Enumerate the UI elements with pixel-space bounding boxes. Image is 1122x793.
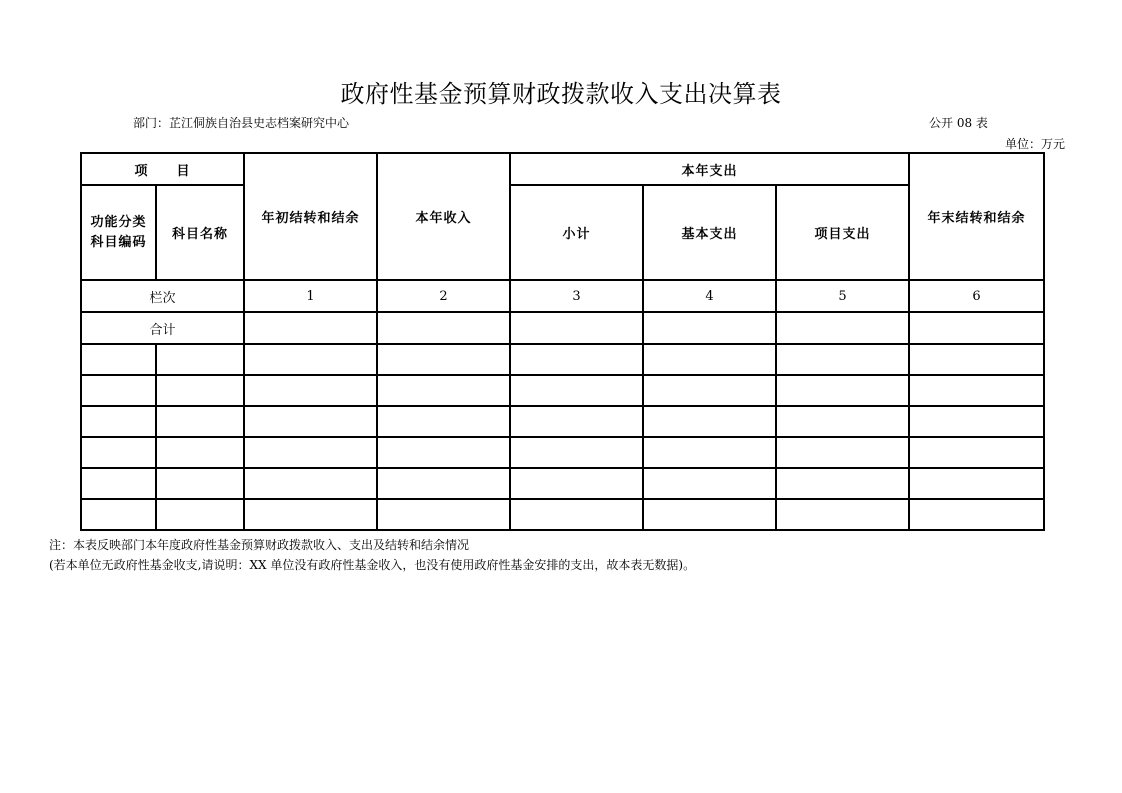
- value-cell: [643, 468, 776, 499]
- value-cell: [377, 344, 510, 375]
- note-line-1: 注：本表反映部门本年度政府性基金预算财政拨款收入、支出及结转和结余情况: [49, 538, 470, 552]
- header-basic-expense: 基本支出: [643, 185, 776, 280]
- header-item: 项 目: [81, 153, 244, 185]
- column-number: 1: [244, 280, 377, 312]
- value-cell: [643, 375, 776, 406]
- column-number: 3: [510, 280, 643, 312]
- func-code-cell: [81, 468, 156, 499]
- value-cell: [244, 344, 377, 375]
- value-cell: [643, 437, 776, 468]
- value-cell: [643, 344, 776, 375]
- value-cell: [510, 406, 643, 437]
- subject-name-cell: [156, 499, 244, 530]
- value-cell: [510, 468, 643, 499]
- func-code-cell: [81, 344, 156, 375]
- total-cell: [377, 312, 510, 344]
- value-cell: [377, 406, 510, 437]
- total-cell: [510, 312, 643, 344]
- value-cell: [909, 468, 1044, 499]
- value-cell: [244, 437, 377, 468]
- func-code-cell: [81, 437, 156, 468]
- header-subtotal: 小计: [510, 185, 643, 280]
- header-current-expense: 本年支出: [510, 153, 909, 185]
- value-cell: [776, 499, 909, 530]
- value-cell: [510, 375, 643, 406]
- column-number: 6: [909, 280, 1044, 312]
- total-cell: [643, 312, 776, 344]
- value-cell: [909, 344, 1044, 375]
- value-cell: [377, 499, 510, 530]
- header-subject-name: 科目名称: [156, 185, 244, 280]
- page-title: 政府性基金预算财政拨款收入支出决算表: [340, 80, 782, 108]
- subject-name-cell: [156, 468, 244, 499]
- value-cell: [909, 499, 1044, 530]
- value-cell: [244, 468, 377, 499]
- value-cell: [244, 375, 377, 406]
- unit-label: 单位：万元: [1005, 137, 1066, 151]
- header-project-expense: 项目支出: [776, 185, 909, 280]
- column-number-row: [81, 280, 1044, 312]
- value-cell: [776, 406, 909, 437]
- table-row: [81, 437, 1044, 468]
- note-line-2: (若本单位无政府性基金收支,请说明：XX 单位没有政府性基金收入，也没有使用政府性基金安排的支出，故本表无数据)。: [49, 558, 696, 572]
- total-label: 合计: [81, 312, 244, 344]
- column-number: 2: [377, 280, 510, 312]
- form-number: 公开 08 表: [929, 116, 988, 130]
- value-cell: [510, 499, 643, 530]
- column-number: 4: [643, 280, 776, 312]
- header-beginning-balance: 年初结转和结余: [244, 153, 377, 280]
- value-cell: [377, 468, 510, 499]
- func-code-cell: [81, 406, 156, 437]
- department-label: 部门：芷江侗族自治县史志档案研究中心: [133, 116, 350, 130]
- value-cell: [776, 344, 909, 375]
- value-cell: [510, 344, 643, 375]
- subject-name-cell: [156, 344, 244, 375]
- column-number-label: 栏次: [81, 280, 244, 312]
- value-cell: [776, 468, 909, 499]
- value-cell: [776, 437, 909, 468]
- value-cell: [643, 499, 776, 530]
- func-code-cell: [81, 499, 156, 530]
- header-ending-balance: 年末结转和结余: [909, 153, 1044, 280]
- value-cell: [377, 437, 510, 468]
- table-row: [81, 406, 1044, 437]
- header-current-income: 本年收入: [377, 153, 510, 280]
- table-row: [81, 499, 1044, 530]
- subject-name-cell: [156, 375, 244, 406]
- value-cell: [244, 499, 377, 530]
- total-cell: [776, 312, 909, 344]
- subject-name-cell: [156, 437, 244, 468]
- subject-name-cell: [156, 406, 244, 437]
- header-func-code: 功能分类 科目编码: [81, 185, 156, 280]
- value-cell: [909, 375, 1044, 406]
- func-code-cell: [81, 375, 156, 406]
- column-number: 5: [776, 280, 909, 312]
- budget-table: [80, 152, 1045, 531]
- table-row: [81, 344, 1044, 375]
- value-cell: [244, 406, 377, 437]
- table-row: [81, 468, 1044, 499]
- value-cell: [909, 437, 1044, 468]
- value-cell: [643, 406, 776, 437]
- value-cell: [909, 406, 1044, 437]
- header-row-2: [81, 185, 1044, 280]
- header-row-1: [81, 153, 1044, 185]
- total-cell: [244, 312, 377, 344]
- value-cell: [510, 437, 643, 468]
- value-cell: [377, 375, 510, 406]
- total-cell: [909, 312, 1044, 344]
- table-row: [81, 375, 1044, 406]
- total-row: [81, 312, 1044, 344]
- value-cell: [776, 375, 909, 406]
